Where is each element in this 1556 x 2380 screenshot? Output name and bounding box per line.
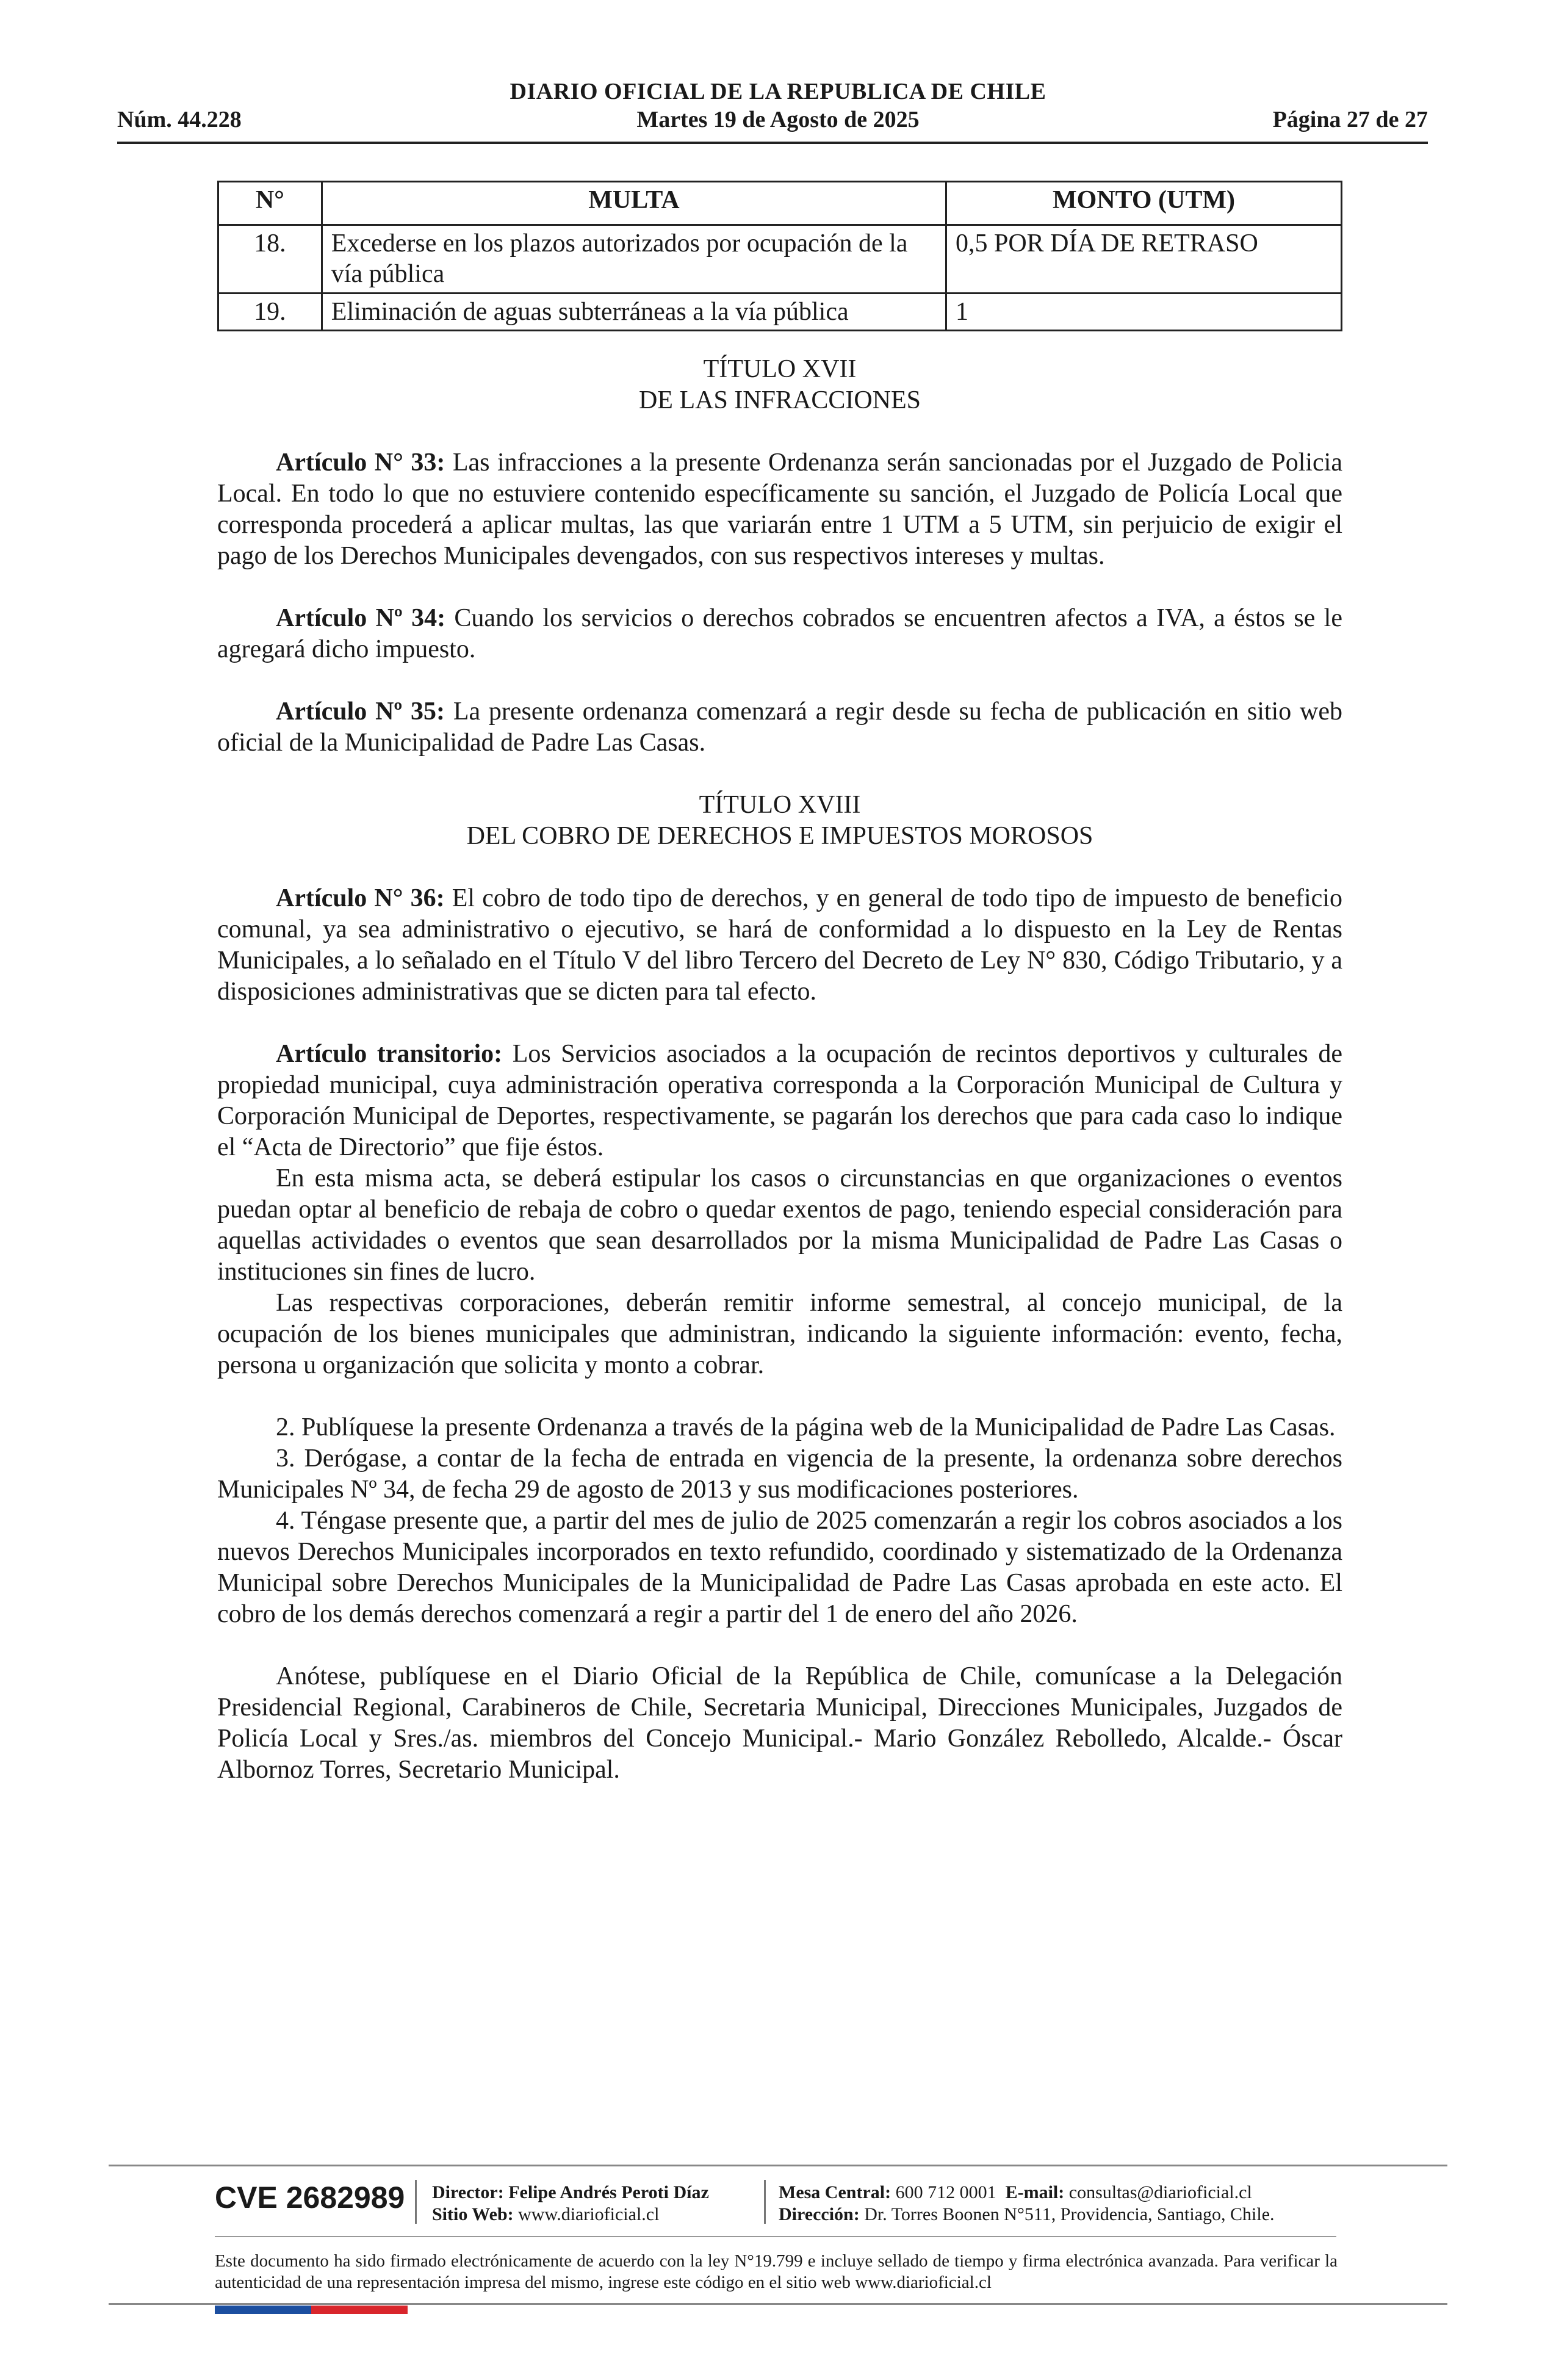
web-link[interactable]: www.diarioficial.cl [513, 2204, 660, 2224]
web-label: Sitio Web: [432, 2204, 514, 2224]
flag-stripe-blue [215, 2306, 311, 2314]
point-2: 2. Publíquese la presente Ordenanza a través de la página web de la Municipalidad de Padre Las Casas. [276, 1413, 1336, 1441]
transitorio-paragraph: En esta misma acta, se deberá estipular los casos o circunstancias en que organizaciones o eventos puedan optar al beneficio de rebaja de cobro o quedar exentos de pago, teniendo especial consideración para aquellas actividades o eventos que sean desarrollados por la misma Municipalidad de Padre Las Casas o instituciones sin fines de lucro. [217, 1164, 1342, 1286]
article-label: Artículo Nº 34: [276, 604, 446, 632]
document-body [217, 354, 1342, 1786]
article-text: El cobro de todo tipo de derechos, y en general de todo tipo de impuesto de beneficio comunal, ya sea administrativo o ejecutivo, se hará de conformidad a lo dispuesto en la Ley de Rentas Municipales, a lo señalado en el Título V del libro Tercero del Decreto de Ley N° 830, Código Tributario, y a disposiciones administrativas que se dicten para tal efecto. [217, 884, 1342, 1006]
article-label: Artículo N° 36: [276, 884, 445, 912]
point-3: 3. Derógase, a contar de la fecha de entrada en vigencia de la presente, la ordenanza sobre derechos Municipales Nº 34, de fecha 29 de agosto de 2013 y sus modificaciones posteriores. [217, 1444, 1342, 1504]
table-row [218, 225, 1342, 294]
row-multa: Excederse en los plazos autorizados por ocupación de la vía pública [322, 225, 946, 294]
row-monto: 0,5 POR DÍA DE RETRASO [946, 225, 1341, 294]
section-title-xviii [217, 790, 1342, 852]
article-34 [217, 603, 1342, 665]
article-text: Las infracciones a la presente Ordenanza serán sancionadas por el Juzgado de Policia Local. En todo lo que no estuviere contenido específicamente su sanción, el Juzgado de Policía Local que corresponda procederá a aplicar multas, las que variarán entre 1 UTM a 5 UTM, sin perjuicio de exigir el pago de los Derechos Municipales devengados, con sus respectivos intereses y multas. [217, 449, 1342, 570]
column-header-multa: MULTA [322, 182, 946, 225]
closing-paragraph: Anótese, publíquese en el Diario Oficial de la República de Chile, comunícase a la Delegación Presidencial Regional, Carabineros de Chile, Secretaria Municipal, Direcciones Municipales, Juzgados de Policía Local y Sres./as. miembros del Concejo Municipal.- Mario González Rebolledo, Alcalde.- Óscar Albornoz Torres, Secretario Municipal. [217, 1662, 1342, 1784]
article-text: Los Servicios asociados a la ocupación de recintos deportivos y culturales de propiedad municipal, cuya administración operativa corresponda a la Corporación Municipal de Cultura y Corporación Municipal de Deportes, respectivamente, se pagarán los derechos que para cada caso lo indique el “Acta de Directorio” que fije éstos. [217, 1040, 1342, 1161]
page-number: Página 27 de 27 [1272, 107, 1428, 132]
table-header-row [218, 182, 1342, 225]
column-header-number: N° [218, 182, 322, 225]
article-36 [217, 883, 1342, 1008]
footer-contact-director [432, 2182, 709, 2226]
director-label: Director: [432, 2182, 504, 2202]
article-label: Artículo Nº 35: [276, 698, 445, 726]
row-monto: 1 [946, 293, 1341, 330]
director-name: Felipe Andrés Peroti Díaz [503, 2182, 709, 2202]
cve-code: CVE 2682989 [215, 2180, 405, 2215]
issue-number: Núm. 44.228 [117, 107, 242, 132]
address-text: Dr. Torres Boonen N°511, Providencia, Santiago, Chile. [859, 2204, 1275, 2224]
article-label: Artículo N° 33: [276, 449, 445, 477]
mesa-phone: 600 712 0001 [891, 2182, 996, 2202]
section-title-line: TÍTULO XVII [703, 355, 857, 383]
footer-divider-bottom [109, 2303, 1447, 2305]
section-title-xvii [217, 354, 1342, 416]
article-transitorio [217, 1039, 1342, 1163]
table-row [218, 293, 1342, 330]
article-label: Artículo transitorio: [276, 1040, 503, 1068]
article-text: La presente ordenanza comenzará a regir desde su fecha de publicación en sitio web oficial de la Municipalidad de Padre Las Casas. [217, 698, 1342, 757]
mesa-label: Mesa Central: [779, 2182, 891, 2202]
column-header-monto: MONTO (UTM) [946, 182, 1341, 225]
section-title-line: DEL COBRO DE DERECHOS E IMPUESTOS MOROSOS [466, 822, 1093, 850]
article-33 [217, 447, 1342, 572]
footer-divider-top [109, 2165, 1447, 2166]
address-label: Dirección: [779, 2204, 860, 2224]
section-title-line: TÍTULO XVIII [699, 791, 861, 819]
article-35 [217, 696, 1342, 759]
row-multa: Eliminación de aguas subterráneas a la vía pública [322, 293, 946, 330]
point-4: 4. Téngase presente que, a partir del mes de julio de 2025 comenzarán a regir los cobros asociados a los nuevos Derechos Municipales incorporados en texto refundido, coordinado y sistematizado de la Ordenanza Municipal sobre Derechos Municipales de la Municipalidad de Padre Las Casas aprobada en este acto. El cobro de los demás derechos comenzará a regir a partir del 1 de enero del año 2026. [217, 1507, 1342, 1628]
footer-separator [764, 2180, 766, 2224]
footer-contact-office [779, 2182, 1275, 2226]
row-number: 19. [218, 293, 322, 330]
fines-table [217, 181, 1342, 331]
section-title-line: DE LAS INFRACCIONES [638, 386, 921, 414]
issue-date: Martes 19 de Agosto de 2025 [636, 107, 920, 132]
flag-stripe-red [311, 2306, 408, 2314]
footer-separator [415, 2180, 417, 2224]
row-number: 18. [218, 225, 322, 294]
transitorio-paragraph: Las respectivas corporaciones, deberán remitir informe semestral, al concejo municipal, de la ocupación de los bienes municipales que administran, indicando la siguiente información: evento, fecha, persona u organización que solicita y monto a cobrar. [217, 1289, 1342, 1379]
email-link[interactable]: consultas@diarioficial.cl [1064, 2182, 1252, 2202]
header-title: DIARIO OFICIAL DE LA REPUBLICA DE CHILE [510, 79, 1046, 104]
email-label: E-mail: [1005, 2182, 1065, 2202]
article-text: Cuando los servicios o derechos cobrados se encuentren afectos a IVA, a éstos se le agregará dicho impuesto. [217, 604, 1342, 663]
legal-notice: Este documento ha sido firmado electrónicamente de acuerdo con la ley N°19.799 e incluye sellado de tiempo y firma electrónica avanzada. Para verificar la autenticidad de una representación impresa del mismo, ingrese este código en el sitio web www.diarioficial.cl [215, 2251, 1338, 2292]
footer-divider-middle [215, 2236, 1336, 2237]
header-divider [117, 142, 1428, 144]
